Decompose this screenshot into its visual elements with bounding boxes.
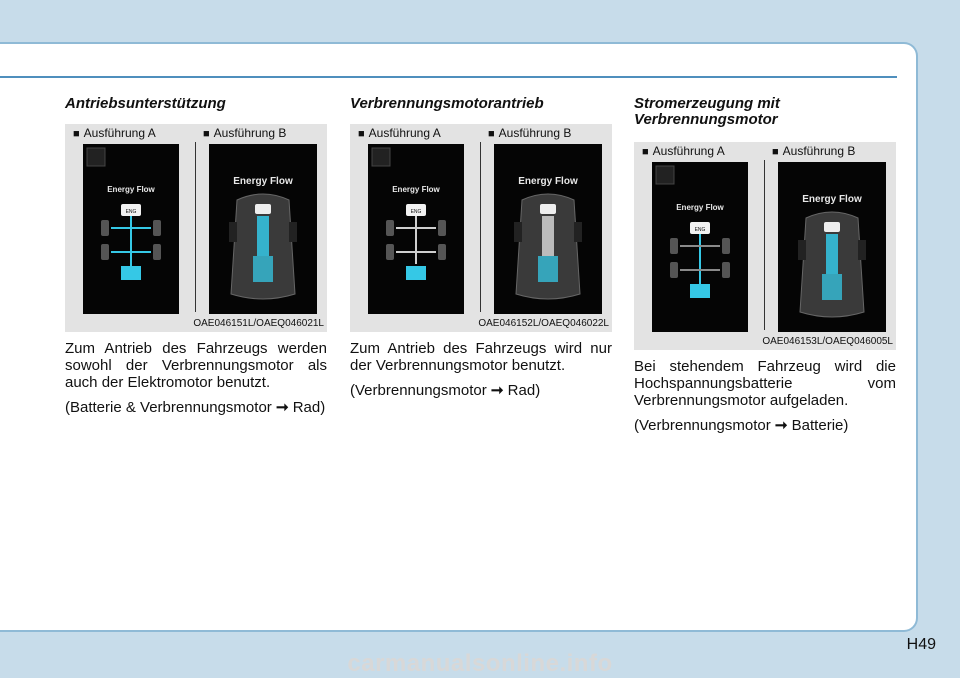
screen-title: Energy Flow (107, 185, 155, 194)
energy-flow-diagram-a (83, 144, 179, 314)
variant-b-label: ■ Ausführung B (772, 144, 856, 158)
energy-flow-diagram-b (209, 144, 317, 314)
figure-divider (480, 142, 481, 312)
section-body (634, 358, 896, 442)
figure-code: OAE046152L/OAEQ046022L (478, 318, 609, 329)
screen-variant-a (652, 162, 748, 332)
screen-variant-b (494, 144, 602, 314)
arrow-icon: ➞ (490, 382, 504, 399)
variant-a-label: ■ Ausführung A (358, 126, 441, 140)
screen-title: Energy Flow (233, 176, 293, 187)
arrow-icon: ➞ (275, 399, 289, 416)
energy-flow-diagram-b (494, 144, 602, 314)
section-charging (634, 96, 896, 128)
manual-page (0, 42, 918, 632)
figure-divider (195, 142, 196, 312)
engine-label: ENG (694, 227, 706, 233)
figure-divider (764, 160, 765, 330)
screen-title: Energy Flow (392, 185, 440, 194)
engine-label: ENG (410, 209, 422, 215)
variant-b-label: ■ Ausführung B (488, 126, 572, 140)
section-body (350, 340, 612, 407)
paragraph: Bei stehendem Fahrzeug wird die Hochspannungsbatterie vom Verbrennungsmotor aufgeladen. (634, 358, 896, 409)
flow-line: (Batterie & Verbrennungsmotor ➞ Rad) (65, 399, 326, 416)
paragraph: Zum Antrieb des Fahrzeugs wird nur der Verbrennungsmotor benutzt. (350, 340, 612, 374)
section-title: Stromerzeugung mit Verbrennungsmotor (634, 95, 780, 128)
screen-variant-b (209, 144, 317, 314)
paragraph: Zum Antrieb des Fahrzeugs werden sowohl der Verbrennungsmotor als auch der Elektromotor benutzt. (65, 340, 327, 391)
figure-drive-assist (65, 124, 327, 332)
figure-engine-drive (350, 124, 612, 332)
energy-flow-diagram-b (778, 162, 886, 332)
section-title: Verbrennungsmotorantrieb (350, 95, 544, 112)
section-engine-drive (350, 96, 612, 112)
screen-variant-a (83, 144, 179, 314)
screen-title: Energy Flow (676, 203, 724, 212)
variant-b-label: ■ Ausführung B (203, 126, 287, 140)
screen-variant-a (368, 144, 464, 314)
figure-code: OAE046151L/OAEQ046021L (193, 318, 324, 329)
page-number: H49 (906, 636, 936, 653)
screen-variant-b (778, 162, 886, 332)
header-rule (0, 76, 897, 78)
figure-code: OAE046153L/OAEQ046005L (762, 336, 893, 347)
screen-title: Energy Flow (802, 194, 862, 205)
engine-label: ENG (125, 209, 137, 215)
variant-a-label: ■ Ausführung A (642, 144, 725, 158)
section-drive-assist (65, 96, 327, 112)
section-title: Antriebsunterstützung (65, 95, 226, 112)
energy-flow-diagram-a (652, 162, 748, 332)
variant-a-label: ■ Ausführung A (73, 126, 156, 140)
section-body (65, 340, 327, 424)
flow-line: (Verbrennungsmotor ➞ Batterie) (634, 417, 849, 434)
arrow-icon: ➞ (774, 417, 788, 434)
figure-charging (634, 142, 896, 350)
watermark: carmanualsonline.info (347, 650, 613, 677)
energy-flow-diagram-a (368, 144, 464, 314)
flow-line: (Verbrennungsmotor ➞ Rad) (350, 382, 541, 399)
screen-title: Energy Flow (518, 176, 578, 187)
